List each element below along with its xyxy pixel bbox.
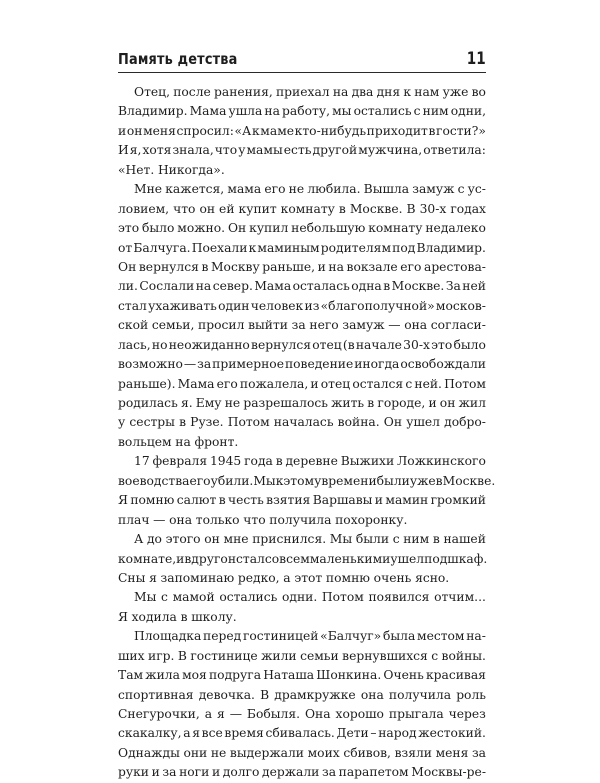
text-line: родилась я. Ему не разрешалось жить в городе, и он жил [118, 396, 486, 410]
text-line: от Балчуга. Поехали к маминым родителям под Владимир. [118, 240, 486, 255]
text-line: 17 февраля 1945 года в деревне Выжихи Ложкинского [134, 454, 486, 469]
text-line: ли. Сослали на север. Мама осталась одна в Москве. За ней [118, 279, 486, 294]
text-line: стал ухаживать один человек из «благополучной» москов- [118, 298, 486, 313]
text-line: у сестры в Рузе. Потом началась война. Он ушел добро- [118, 415, 486, 430]
text-line: ской семьи, просил выйти за него замуж — она согласи- [118, 318, 486, 333]
text-line: А до этого он мне приснился. Мы были с ним в нашей [134, 532, 486, 547]
text-line: руки и за ноги и долго держали за парапетом Москвы-ре- [118, 765, 486, 780]
text-line: возможно — за примерное поведение иногда освобождали [118, 357, 486, 372]
text-line: Площадка перед гостиницей «Балчуг» была местом на- [134, 629, 486, 644]
text-line: Однажды они не выдержали моих сбивов, взяли меня за [118, 745, 486, 760]
text-line: Владимир. Мама ушла на работу, мы остались с ним одни, [118, 104, 486, 119]
text-line: ших игр. В гостинице жили семьи вернувшихся с войны. [118, 648, 486, 663]
text-line: Я ходила в школу. [118, 609, 237, 624]
running-title: Память детства [118, 50, 238, 68]
text-line: Я помню салют в честь взятия Варшавы и мамин громкий [118, 493, 486, 508]
text-line: воеводства его убили. Мы к этому времени были уже в Москве. [118, 473, 496, 488]
text-line: Сны я запоминаю редко, а этот помню очень ясно. [118, 570, 450, 585]
page-number: 11 [467, 49, 486, 69]
header-rule [118, 72, 486, 73]
text-line: Мы с мамой остались одни. Потом появился отчим... [134, 590, 486, 605]
text-line: Он вернулся в Москву раньше, и на вокзале его арестова- [118, 259, 486, 274]
text-line: Отец, после ранения, приехал на два дня к нам уже во [134, 85, 486, 99]
text-line: плач — она только что получила похоронку. [118, 512, 408, 527]
body-text [118, 83, 496, 783]
page-header [118, 44, 486, 74]
text-line: И я, хотя знала, что у мамы есть другой мужчина, ответила: [118, 143, 486, 158]
text-line: лась, но неожиданно вернулся отец (в начале 30-х это было [118, 337, 486, 352]
text-line: Мне кажется, мама его не любила. Вышла замуж с ус- [134, 182, 486, 197]
text-line: Снегурочки, а я — Бобыля. Она хорошо прыгала через [118, 707, 486, 721]
text-line: комнате, и вдруг он стал совсем маленьким и ушел под шкаф. [118, 551, 488, 566]
text-line: Там жила моя подруга Наташа Шонкина. Очень красивая [118, 668, 486, 683]
text-line: ловием, что он ей купит комнату в Москве. В 30-х годах [118, 201, 486, 216]
text-line: это было можно. Он купил небольшую комнату недалеко [118, 221, 486, 236]
text-line: «Нет. Никогда». [118, 162, 225, 177]
text-line: вольцем на фронт. [118, 434, 239, 449]
text-line: спортивная девочка. В драмкружке она получила роль [118, 687, 486, 702]
text-line: и он меня спросил: «А к маме кто-нибудь приходит в гости?» [118, 123, 486, 138]
text-line: скакалку, а я все время сбивалась. Дети – народ жестокий. [118, 726, 486, 741]
text-line: раньше). Мама его пожалела, и отец остался с ней. Потом [118, 376, 486, 391]
